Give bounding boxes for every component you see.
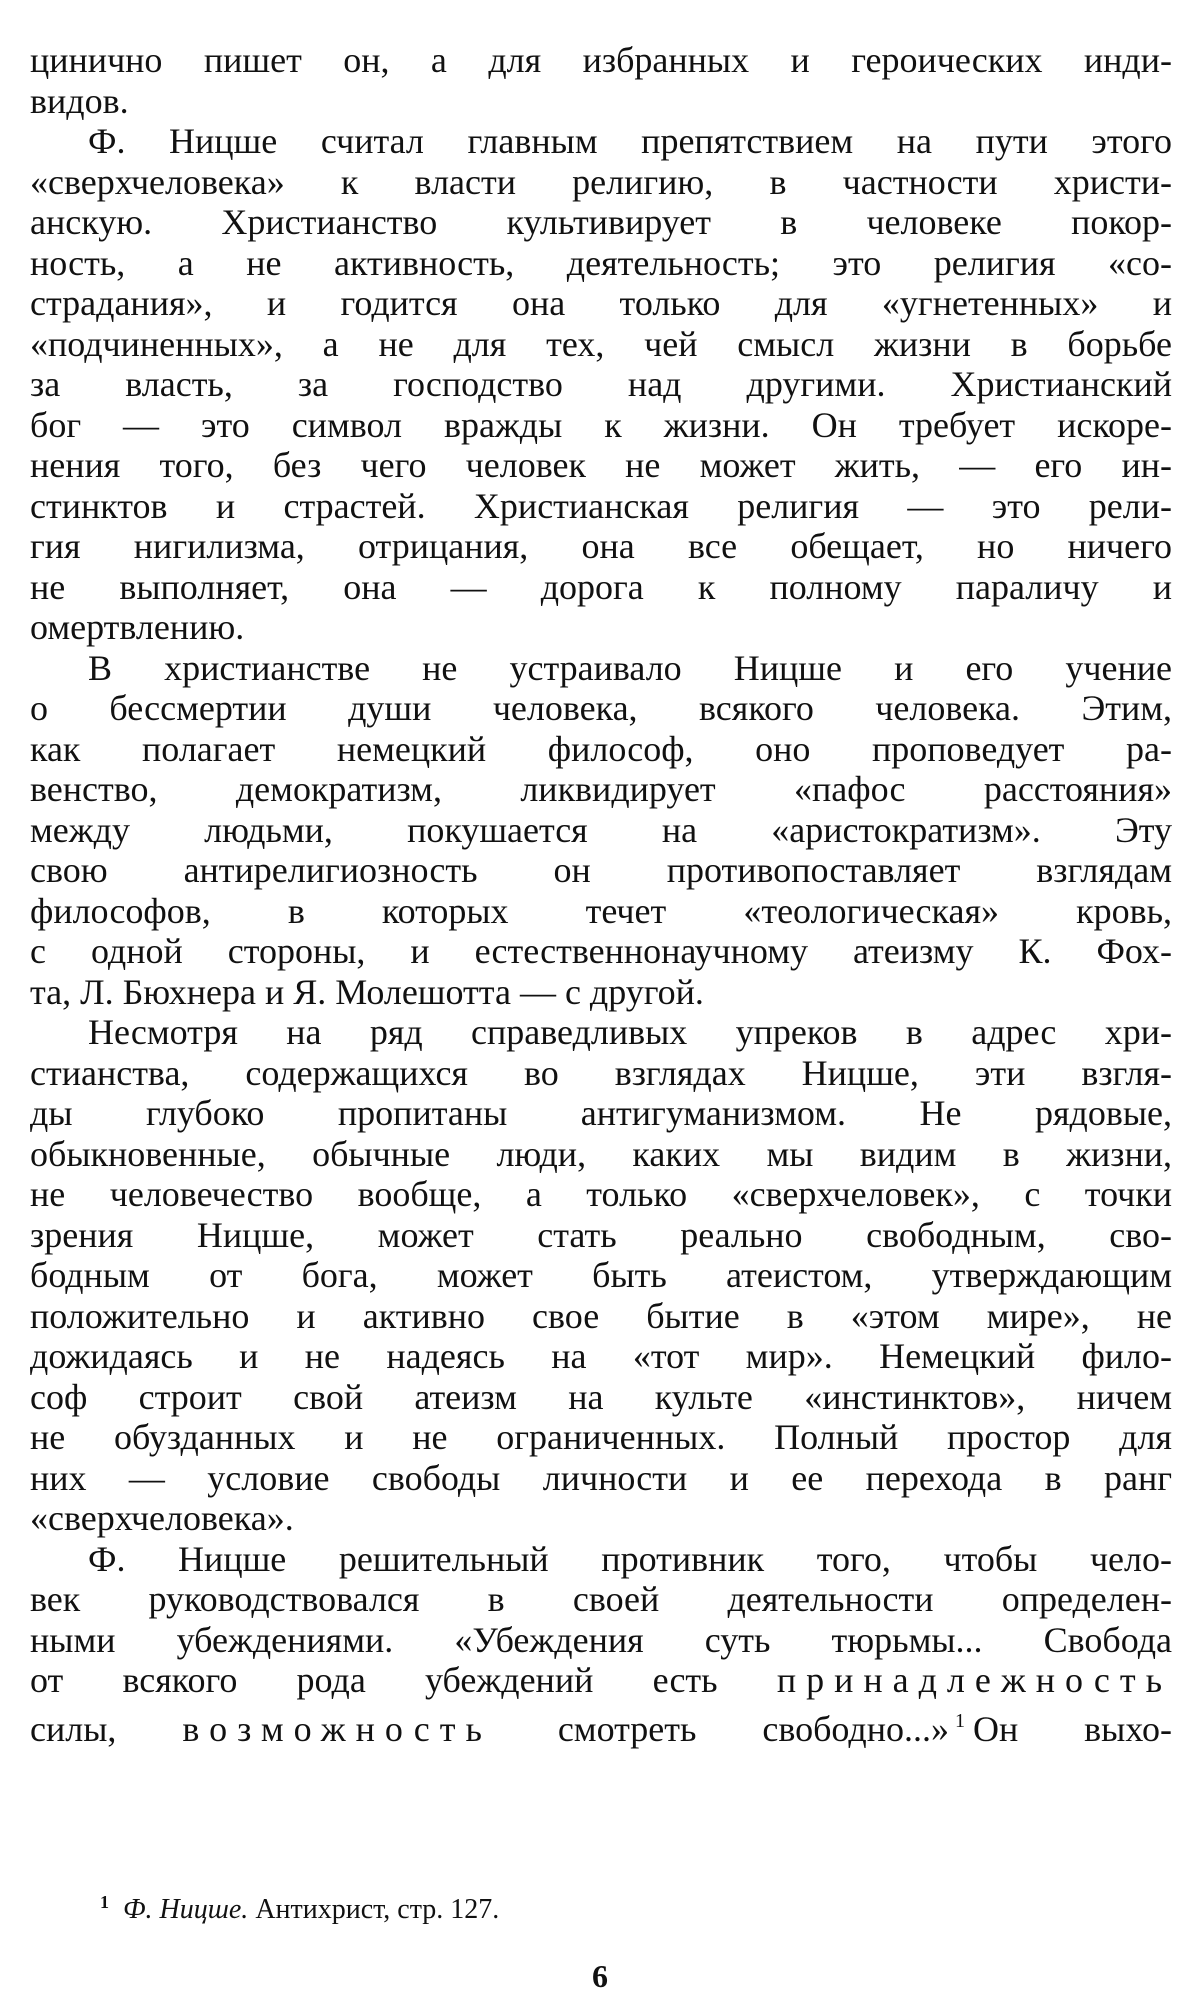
text-line: ными убеждениями. «Убеждения суть тюрьмы... Свобода (30, 1619, 1172, 1660)
text-line: Несмотря на ряд справедливых упреков в адрес хри- (88, 1012, 1172, 1052)
footnote-reference: 1 (954, 1709, 965, 1732)
text-line: свою антирелигиозность он противопоставляет взглядам (30, 850, 1172, 890)
text-line: философов, в которых течет «теологическая» кровь, (30, 890, 1172, 931)
line-text: Он выхо- (972, 1708, 1172, 1749)
text-line: бог — это символ вражды к жизни. Он требует искоре- (30, 404, 1172, 445)
text-line: омертвлению. (30, 607, 245, 647)
text-line: страдания», и годится она только для «угнетенных» и (30, 283, 1172, 323)
text-line: не обузданных и не ограниченных. Полный простор для (30, 1417, 1172, 1457)
line-text: силы, (30, 1708, 117, 1749)
text-line: положительно и активно свое бытие в «этом мире», не (30, 1295, 1172, 1336)
text-line: между людьми, покушается на «аристократизм». Эту (30, 809, 1172, 850)
text-line: дожидаясь и не надеясь на «тот мир». Немецкий фило- (30, 1336, 1172, 1376)
text-line: та, Л. Бюхнера и Я. Молешотта — с другой. (30, 971, 704, 1012)
text-line: не человечество вообще, а только «сверхчеловек», с точки (30, 1174, 1172, 1214)
text-line: как полагает немецкий философ, оно проповедует ра- (30, 728, 1172, 769)
text-line: зрения Ницше, может стать реально свободным, сво- (30, 1214, 1172, 1255)
line-text: от всякого рода убеждений есть (30, 1660, 718, 1700)
footnote-text: Антихрист, стр. 127. (255, 1894, 500, 1925)
text-line: ность, а не активность, деятельность; это религия «со- (30, 242, 1172, 283)
text-line: стианства, содержащихся во взглядах Ницше, эти взгля- (30, 1052, 1172, 1093)
text-line: нения того, без чего человек не может жить, — его ин- (30, 445, 1172, 485)
footnote-marker: 1 (100, 1892, 109, 1912)
text-line: соф строит свой атеизм на культе «инстинктов», ничем (30, 1376, 1172, 1417)
text-line: венство, демократизм, ликвидирует «пафос расстояния» (30, 769, 1172, 809)
text-line (30, 1660, 1172, 1701)
text-line: цинично пишет он, а для избранных и героических инди- (30, 40, 1172, 80)
text-line: бодным от бога, может быть атеистом, утверждающим (30, 1255, 1172, 1295)
text-line: стинктов и страстей. Христианская религия — это рели- (30, 485, 1172, 526)
text-line: ды глубоко пропитаны антигуманизмом. Не рядовые, (30, 1093, 1172, 1133)
text-line: видов. (30, 80, 129, 121)
line-text: смотреть свободно...» (557, 1708, 949, 1749)
text-line: за власть, за господство над другими. Христианский (30, 364, 1172, 404)
text-line: гия нигилизма, отрицания, она все обещает, но ничего (30, 526, 1172, 566)
text-line: век руководствовался в своей деятельности определен- (30, 1579, 1172, 1619)
text-line: них — условие свободы личности и ее перехода в ранг (30, 1457, 1172, 1498)
text-line: Ф. Ницше считал главным препятствием на пути этого (88, 121, 1172, 161)
text-line: о бессмертии души человека, всякого человека. Этим, (30, 688, 1172, 728)
text-line: с одной стороны, и естественнонаучному атеизму К. Фох- (30, 931, 1172, 971)
spaced-emphasis: возможность (182, 1708, 492, 1749)
text-line: В христианстве не устраивало Ницше и его учение (88, 647, 1172, 688)
spaced-emphasis: принадлежность (776, 1660, 1173, 1700)
footnote (100, 1892, 499, 1926)
text-line: обыкновенные, обычные люди, каких мы видим в жизни, (30, 1133, 1172, 1174)
text-line: «сверхчеловека». (30, 1498, 294, 1538)
footnote-author: Ф. Ницше. (123, 1894, 249, 1925)
page-number: 6 (592, 1958, 608, 1994)
text-line: анскую. Христианство культивирует в человеке покор- (30, 202, 1172, 242)
body-text (30, 40, 1173, 1749)
text-line: «подчиненных», а не для тех, чей смысл жизни в борьбе (30, 323, 1172, 364)
text-line (30, 1701, 1172, 1749)
text-line: не выполняет, она — дорога к полному параличу и (30, 566, 1172, 607)
text-line: Ф. Ницше решительный противник того, чтобы чело- (88, 1538, 1172, 1579)
text-line: «сверхчеловека» к власти религию, в частности христи- (30, 161, 1172, 202)
